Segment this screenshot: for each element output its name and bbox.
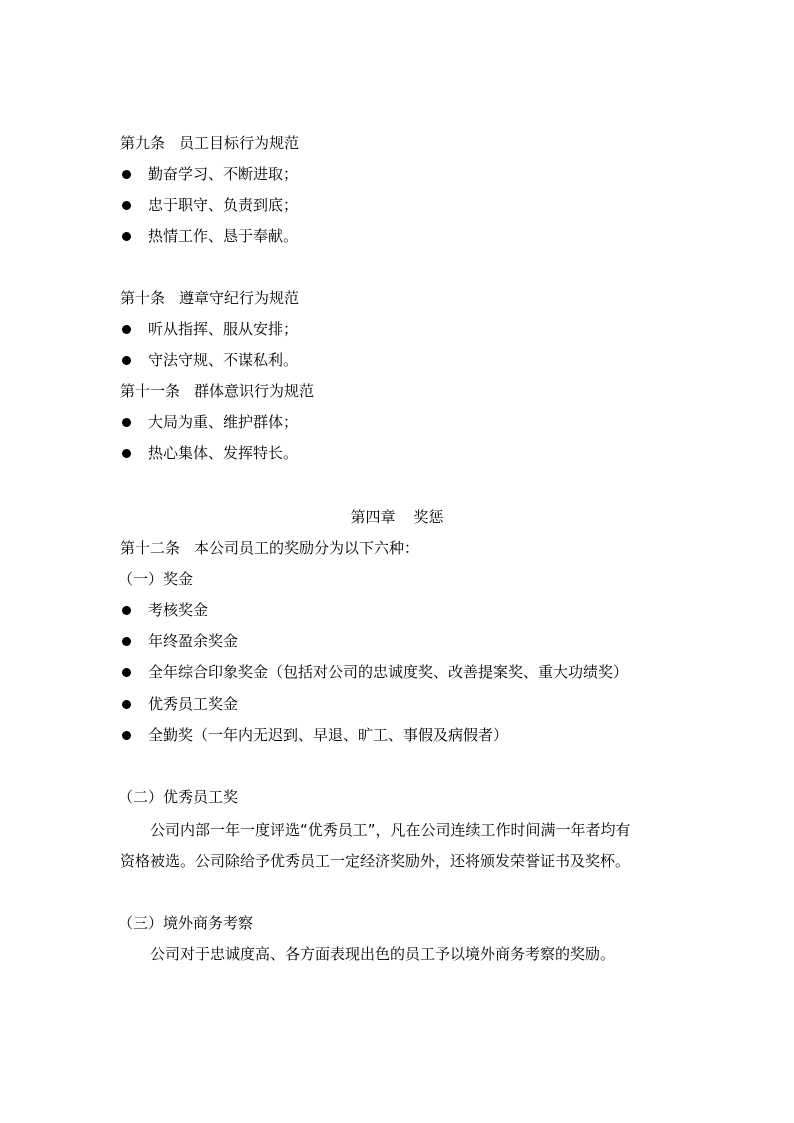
list-item-text: 守法守规、不谋私利。 (148, 351, 299, 369)
bullet-icon (122, 637, 131, 646)
bullet-icon (122, 232, 131, 241)
bullet-icon (122, 356, 131, 365)
paragraph-line: 资格被选。公司除给予优秀员工一定经济奖励外，还将颁发荣誉证书及奖杯。 (120, 852, 631, 870)
chapter-heading (0, 507, 794, 527)
list-item-text: 全年综合印象奖金（包括对公司的忠诚度奖、改善提案奖、重大功绩奖） (148, 663, 629, 681)
list-item-text: 优秀员工奖金 (148, 695, 239, 713)
list-item-text: 热心集体、发挥特长。 (148, 444, 299, 462)
article-number: 第十条 (120, 289, 166, 307)
list-item-text: 大局为重、维护群体； (148, 413, 299, 431)
list-item-text: 勤奋学习、不断进取； (148, 165, 299, 183)
bullet-icon (122, 668, 131, 677)
article-10-heading (120, 288, 299, 308)
bullet-icon (122, 201, 131, 210)
bullet-icon (122, 418, 131, 427)
article-number: 第十一条 (120, 382, 181, 400)
list-item-text: 考核奖金 (148, 601, 209, 619)
paragraph-line: 公司对于忠诚度高、各方面表现出色的员工予以境外商务考察的奖励。 (150, 945, 616, 963)
chapter-title: 奖惩 (413, 508, 444, 526)
article-number: 第十二条 (120, 539, 181, 557)
bullet-icon (122, 606, 131, 615)
list-item-text: 听从指挥、服从安排； (148, 320, 299, 338)
list-item-text: 忠于职守、负责到底； (148, 196, 299, 214)
article-title: 遵章守纪行为规范 (179, 289, 300, 307)
article-text: 本公司员工的奖励分为以下六种： (194, 539, 420, 557)
list-item-text: 年终盈余奖金 (148, 632, 239, 650)
section-heading: （一）奖金 (118, 570, 194, 588)
article-9-heading (120, 133, 299, 153)
article-number: 第九条 (120, 134, 166, 152)
article-title: 群体意识行为规范 (194, 382, 315, 400)
article-title: 员工目标行为规范 (179, 134, 300, 152)
section-heading: （三）境外商务考察 (118, 914, 254, 932)
bullet-icon (122, 325, 131, 334)
article-11-heading (120, 381, 314, 401)
bullet-icon (122, 170, 131, 179)
bullet-icon (122, 731, 131, 740)
chapter-number: 第四章 (350, 508, 396, 526)
section-heading: （二）优秀员工奖 (118, 788, 239, 806)
bullet-icon (122, 449, 131, 458)
paragraph-line: 公司内部一年一度评选“优秀员工”，凡在公司连续工作时间满一年者均有 (150, 821, 631, 839)
list-item-text: 全勤奖（一年内无迟到、早退、旷工、事假及病假者） (148, 726, 509, 744)
list-item-text: 热情工作、恳于奉献。 (148, 227, 299, 245)
article-12-heading (120, 538, 419, 558)
bullet-icon (122, 700, 131, 709)
